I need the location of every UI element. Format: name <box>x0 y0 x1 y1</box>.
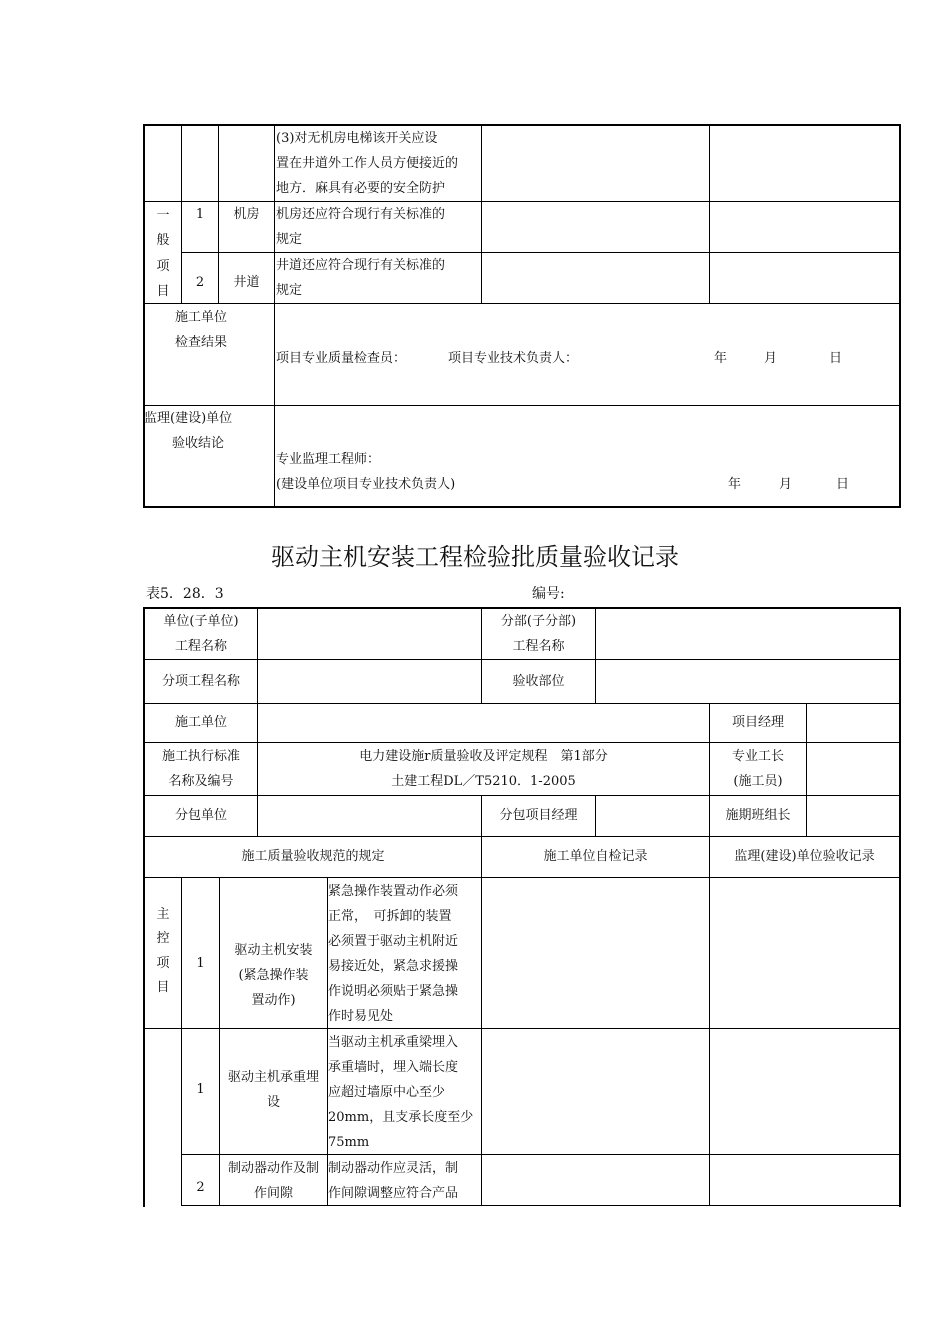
supervision-conclusion-label-1: 监理(建设)单位 <box>144 411 233 426</box>
col-self-check-header: 施工单位自检记录 <box>543 849 648 864</box>
serial-number-label: 编号: <box>532 586 565 602</box>
sub-pm-label: 分包项目经理 <box>499 808 578 823</box>
supervision-engineer-label: 专业监理工程师： <box>276 452 381 467</box>
division-name-label-1: 分部(子分部) <box>500 614 577 629</box>
shaft-item: 井道 <box>233 275 260 290</box>
unit-name-label-2: 工程名称 <box>174 639 227 654</box>
main-control-text-6: 作时易见处 <box>328 1009 394 1024</box>
shaft-num: 2 <box>195 275 205 290</box>
switch-text-line-1: (3)对无机房电梯该开关应设 <box>276 131 438 146</box>
general-row-2-item-1: 制动器动作及制 <box>227 1161 319 1176</box>
result-day: 日 <box>829 351 843 366</box>
main-control-char-3: 项 <box>156 956 170 971</box>
supervision-conclusion-label-2: 验收结论 <box>172 436 225 451</box>
main-control-text-2: 正常， 可拆卸的装置 <box>328 909 452 924</box>
general-row-2-text-2: 作间隙调整应符合产品 <box>328 1186 459 1201</box>
construction-unit-label: 施工单位 <box>174 715 227 730</box>
result-month: 月 <box>764 351 778 366</box>
foreman-label-1: 专业工长 <box>731 749 784 764</box>
general-label-char-4: 目 <box>156 284 170 299</box>
main-control-item-3: 置动作) <box>251 993 296 1008</box>
general-row-1-text-5: 75mm <box>328 1135 370 1150</box>
subcontractor-label: 分包单位 <box>174 808 227 823</box>
general-row-2-num: 2 <box>196 1180 205 1195</box>
main-control-text-3: 必须置于驱动主机附近 <box>328 934 459 949</box>
general-label-char-2: 般 <box>156 233 170 248</box>
general-row-1-item-2: 设 <box>266 1095 280 1110</box>
construction-result-label-1: 施工单位 <box>174 310 227 325</box>
quality-inspector-label: 项目专业质量检查员： <box>276 351 407 366</box>
machine-room-text-line-2: 规定 <box>276 232 303 247</box>
main-control-char-4: 目 <box>156 980 170 995</box>
main-control-item-1: 驱动主机安装 <box>234 943 313 958</box>
conclusion-month: 月 <box>779 477 793 492</box>
general-label-char-3: 项 <box>156 259 170 274</box>
tech-lead-label: 项目专业技术负责人： <box>448 351 579 366</box>
sub-item-name-label: 分项工程名称 <box>161 674 240 689</box>
machine-room-num: 1 <box>195 207 205 222</box>
project-manager-label: 项目经理 <box>731 715 784 730</box>
acceptance-part-label: 验收部位 <box>512 674 565 689</box>
shaft-text-line-1: 井道还应符合现行有关标准的 <box>276 258 446 273</box>
switch-text-line-3: 地方．麻具有必要的安全防护 <box>276 181 446 196</box>
main-control-text-1: 紧急操作装置动作必须 <box>328 884 459 899</box>
general-row-2-text-1: 制动器动作应灵活，制 <box>328 1161 459 1176</box>
general-row-1-num: 1 <box>196 1082 205 1097</box>
page-title: 驱动主机安装工程检验批质量验收记录 <box>271 543 679 571</box>
standard-label-1: 施工执行标准 <box>161 749 240 764</box>
general-row-1-text-2: 承重墙时，埋入端长度 <box>328 1060 459 1075</box>
main-control-char-1: 主 <box>156 907 170 922</box>
machine-room-item: 机房 <box>233 207 260 222</box>
unit-name-label-1: 单位(子单位) <box>163 614 239 629</box>
general-row-1-text-1: 当驱动主机承重梁埋入 <box>328 1035 459 1050</box>
general-row-2-item-2: 作间隙 <box>253 1186 293 1201</box>
standard-label-2: 名称及编号 <box>168 774 234 789</box>
builder-tech-lead-label: (建设单位项目专业技术负责人) <box>276 477 456 492</box>
foreman-label-2: (施工员) <box>733 774 783 789</box>
standard-value-1: 电力建设施r质量验收及评定规程 第1部分 <box>359 749 608 764</box>
main-control-char-2: 控 <box>156 931 170 946</box>
switch-text-line-2: 置在井道外工作人员方便接近的 <box>276 156 459 171</box>
col-spec-header: 施工质量验收规范的规定 <box>241 849 385 864</box>
conclusion-day: 日 <box>836 477 850 492</box>
general-row-1-text-3: 应超过墙原中心至少 <box>328 1085 446 1100</box>
general-row-1-text-4: 20mm，且支承长度至少 <box>328 1110 474 1125</box>
machine-room-text-line-1: 机房还应符合现行有关标准的 <box>276 207 446 222</box>
construction-result-label-2: 检查结果 <box>174 335 227 350</box>
division-name-label-2: 工程名称 <box>512 639 565 654</box>
general-label-char-1: 一 <box>156 208 170 223</box>
conclusion-year: 年 <box>728 477 742 492</box>
main-control-item-2: (紧急操作装 <box>238 968 309 983</box>
table-number: 表5．28．3 <box>146 586 224 602</box>
standard-value-2: 土建工程DL／T5210．1-2005 <box>391 774 576 789</box>
col-supervision-header: 监理(建设)单位验收记录 <box>734 849 875 864</box>
team-leader-label: 施期班组长 <box>725 808 791 823</box>
main-control-text-5: 作说明必须贴于紧急操 <box>328 984 459 999</box>
general-row-1-item-1: 驱动主机承重埋 <box>227 1070 319 1085</box>
main-control-num: 1 <box>196 956 205 971</box>
shaft-text-line-2: 规定 <box>276 283 303 298</box>
main-control-text-4: 易接近处，紧急求援操 <box>328 959 459 974</box>
result-year: 年 <box>714 351 728 366</box>
